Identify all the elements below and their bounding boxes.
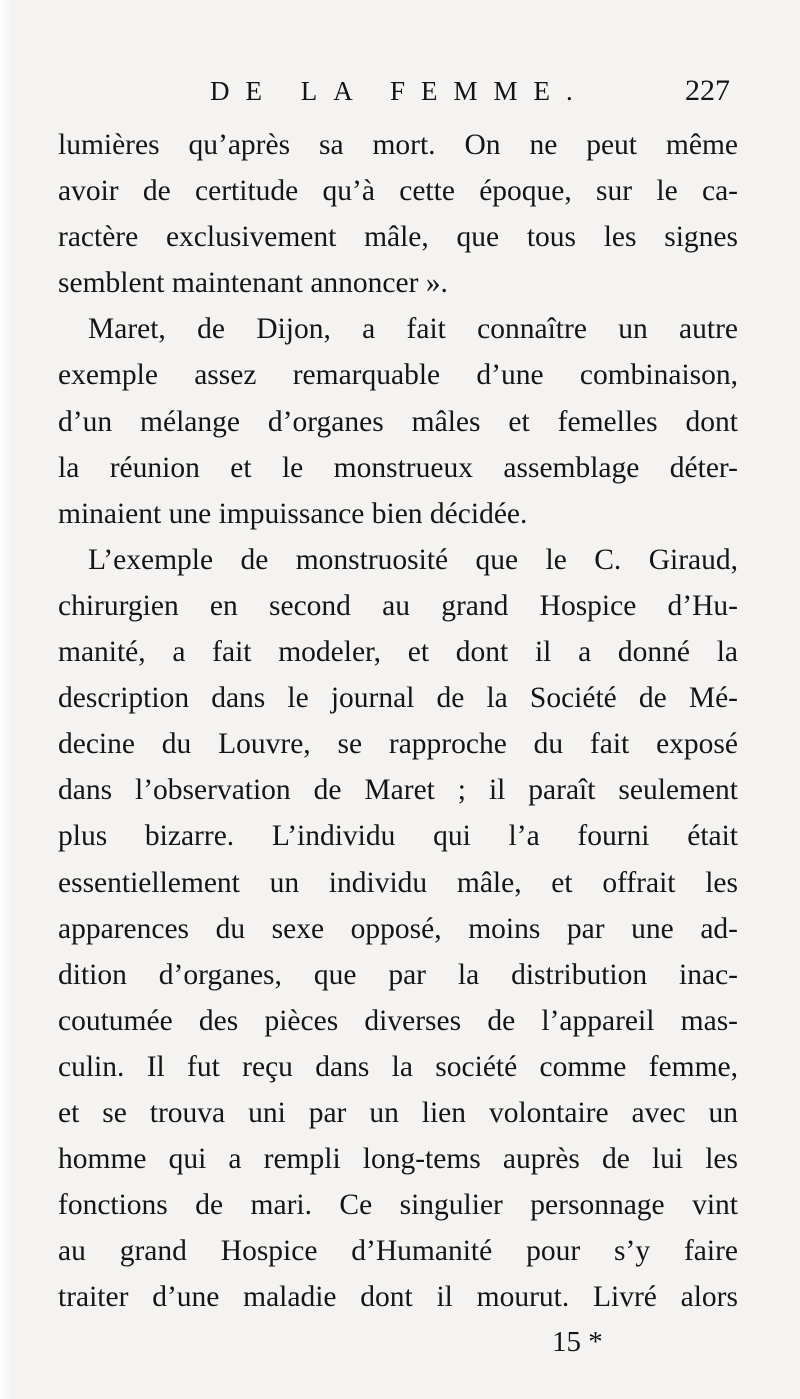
text-line: culin. Il fut reçu dans la société comme femme, — [58, 1050, 738, 1083]
page-number: 227 — [685, 74, 730, 107]
text-line: description dans le journal de la Société de Mé- — [58, 682, 738, 715]
text-line: dans l’observation de Maret ; il paraît seulement — [58, 774, 738, 807]
running-title: DE LA FEMME. — [210, 76, 589, 106]
text-line: L’exemple de monstruosité que le C. Giraud, — [88, 543, 738, 576]
text-line: la réunion et le monstrueux assemblage déter- — [58, 451, 738, 484]
text-line: plus bizarre. L’individu qui l’a fourni était — [58, 820, 738, 853]
text-line: d’un mélange d’organes mâles et femelles dont — [58, 405, 738, 438]
running-head — [0, 72, 800, 112]
page-spine-shadow — [0, 0, 14, 1399]
text-line: au grand Hospice d’Humanité pour s’y faire — [58, 1235, 738, 1268]
text-line: lumières qu’après sa mort. On ne peut même — [58, 129, 738, 161]
text-line: Maret, de Dijon, a fait connaître un autre — [88, 313, 738, 346]
text-line: chirurgien en second au grand Hospice d’Hu- — [58, 589, 738, 622]
text-line: et se trouva uni par un lien volontaire avec un — [58, 1096, 738, 1129]
text-line: decine du Louvre, se rapproche du fait exposé — [58, 728, 738, 761]
text-line: dition d’organes, que par la distribution inac- — [58, 958, 738, 991]
text-line: homme qui a rempli long-tems auprès de lui les — [58, 1143, 738, 1176]
text-line: manité, a fait modeler, et dont il a donné la — [58, 636, 738, 669]
text-line: minaient une impuissance bien décidée. — [58, 497, 528, 530]
text-line: essentiellement un individu mâle, et offrait les — [58, 866, 738, 899]
text-line: ractère exclusivement mâle, que tous les signes — [58, 221, 738, 254]
signature-mark: 15 * — [552, 1326, 603, 1358]
text-line: fonctions de mari. Ce singulier personnage vint — [58, 1189, 738, 1222]
text-line: semblent maintenant annoncer ». — [58, 267, 448, 300]
text-line: coutumée des pièces diverses de l’appareil mas- — [58, 1004, 738, 1037]
body-text — [58, 122, 738, 1320]
text-line: traiter d’une maladie dont il mourut. Livré alors — [58, 1281, 738, 1314]
text-line: apparences du sexe opposé, moins par une ad- — [58, 912, 738, 945]
text-line: avoir de certitude qu’à cette époque, sur le ca- — [58, 175, 738, 208]
text-line: exemple assez remarquable d’une combinaison, — [58, 359, 738, 392]
